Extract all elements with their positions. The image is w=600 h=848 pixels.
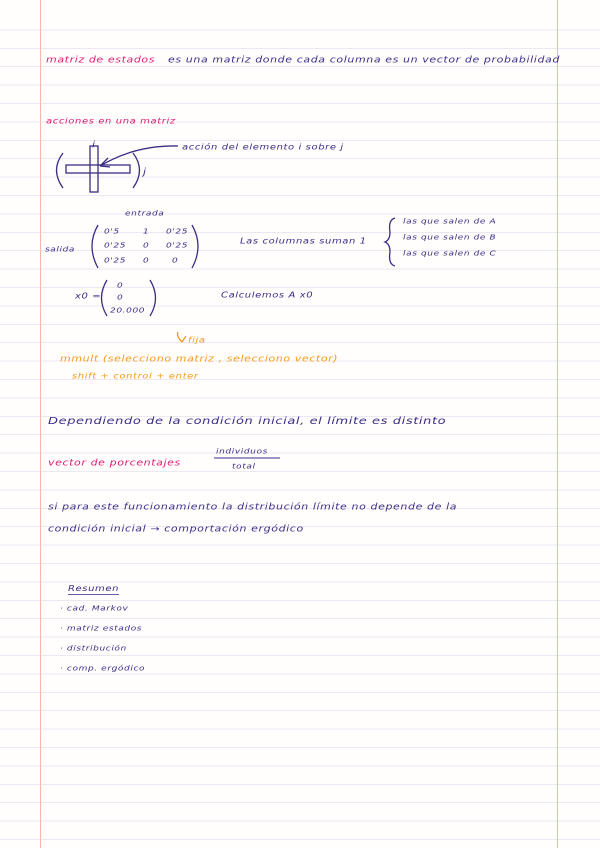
fraction-numerator: individuos xyxy=(216,448,268,456)
x0-value-3: 20.000 xyxy=(110,307,146,315)
ergodic-line-2: condición inicial → comportación ergódico xyxy=(48,523,304,534)
term-matriz-estados: matriz de estados xyxy=(46,54,156,65)
cell-r3c1: 0'25 xyxy=(104,257,127,265)
cell-r1c1: 0'5 xyxy=(104,228,120,236)
summary-title: Resumen xyxy=(68,584,120,594)
x0-value-2: 0 xyxy=(117,294,124,302)
fraction-denominator: total xyxy=(232,463,256,471)
cell-r2c3: 0'25 xyxy=(166,242,189,250)
action-description: acción del elemento i sobre j xyxy=(182,143,344,152)
left-paren-sketch xyxy=(57,153,64,188)
cell-r2c2: 0 xyxy=(143,242,150,250)
cell-r2c1: 0'25 xyxy=(104,242,127,250)
summary-item-4: · comp. ergódico xyxy=(60,665,146,673)
cell-r1c2: 1 xyxy=(143,228,150,236)
brace-item-c: las que salen de C xyxy=(403,250,497,258)
matrix-cross-sketch xyxy=(57,146,179,192)
cell-r3c3: 0 xyxy=(172,257,179,265)
brace-item-a: las que salen de A xyxy=(403,218,497,226)
excel-mmult-line: mmult (selecciono matriz , selecciono vector) xyxy=(60,353,339,364)
cell-r3c2: 0 xyxy=(143,257,150,265)
label-entrada: entrada xyxy=(125,210,165,218)
cell-r1c3: 0'25 xyxy=(166,228,189,236)
fija-note: fija xyxy=(188,336,206,345)
summary-item-3: · distribución xyxy=(60,645,127,653)
summary-item-2: · matriz estados xyxy=(60,625,143,633)
percent-label: vector de porcentajes xyxy=(48,457,181,468)
label-i: i xyxy=(92,139,96,150)
x0-value-1: 0 xyxy=(117,282,124,290)
excel-shift-line: shift + control + enter xyxy=(72,372,199,381)
brace-item-b: las que salen de B xyxy=(403,234,497,242)
right-paren-sketch xyxy=(133,153,140,188)
heading-acciones: acciones en una matriz xyxy=(46,117,176,126)
summary-item-1: · cad. Markov xyxy=(60,605,129,613)
ergodic-line-1: si para este funcionamiento la distribución límite no depende de la xyxy=(48,501,458,512)
column-bar-sketch xyxy=(90,146,98,192)
fija-arrow xyxy=(178,332,187,342)
brace-sketch xyxy=(385,218,395,266)
columns-sum-note: Las columnas suman 1 xyxy=(240,237,367,246)
definition-text: es una matriz donde cada columna es un vector de probabilidad xyxy=(168,54,560,65)
dependence-line: Dependiendo de la condición inicial, el límite es distinto xyxy=(48,415,447,427)
x0-label: x0 = xyxy=(75,292,102,301)
label-salida: salida xyxy=(45,246,76,254)
calculemos-note: Calculemos A x0 xyxy=(221,291,314,300)
label-j: j xyxy=(143,166,147,177)
